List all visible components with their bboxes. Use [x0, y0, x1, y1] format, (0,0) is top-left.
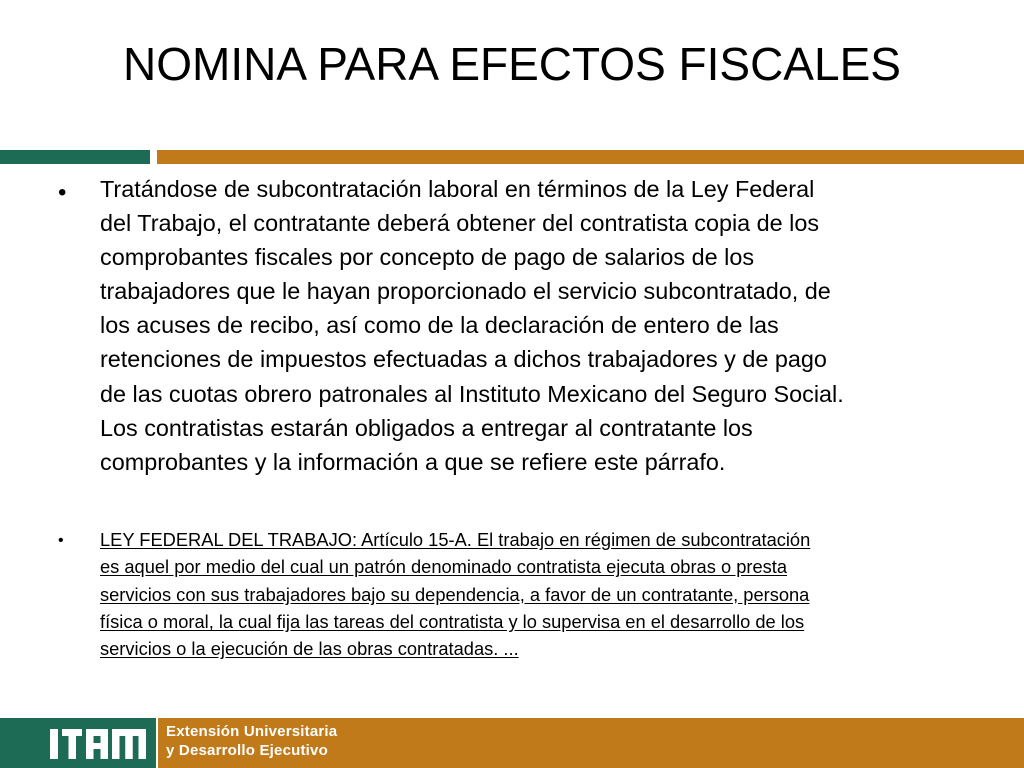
law-link-paragraph[interactable]	[100, 526, 1000, 662]
main-bullet-icon: •	[58, 179, 67, 206]
main-line: comprobantes y la información a que se refiere este párrafo.	[100, 448, 726, 475]
main-line: los acuses de recibo, así como de la declaración de entero de las	[100, 312, 779, 339]
main-line: Los contratistas estarán obligados a entregar al contratante los	[100, 414, 753, 441]
main-paragraph	[100, 172, 1012, 479]
itam-logo	[50, 726, 146, 762]
main-line: trabajadores que le hayan proporcionado el servicio subcontratado, de	[100, 278, 831, 305]
footer-caption	[166, 722, 337, 760]
main-line: del Trabajo, el contratante deberá obtener del contratista copia de los	[100, 210, 820, 237]
law-link-line[interactable]: física o moral, la cual fija las tareas del contratista y lo supervisa en el desarrollo de los	[100, 610, 805, 632]
header-rule-green	[0, 150, 150, 164]
main-line: comprobantes fiscales por concepto de pago de salarios de los	[100, 244, 755, 271]
footer-line-1: Extensión Universitaria	[166, 723, 338, 740]
footer-line-2: y Desarrollo Ejecutivo	[166, 742, 328, 759]
header-rule-orange	[157, 150, 1024, 164]
main-line: retenciones de impuestos efectuadas a dichos trabajadores y de pago	[100, 346, 827, 373]
law-link-line[interactable]: LEY FEDERAL DEL TRABAJO: Artículo 15-A. El trabajo en régimen de subcontratación	[100, 529, 811, 550]
main-line: Tratándose de subcontratación laboral en términos de la Ley Federal	[100, 176, 815, 202]
law-link-line[interactable]: servicios con sus trabajadores bajo su dependencia, a favor de un contratante, persona	[100, 583, 810, 605]
slide-title: NOMINA PARA EFECTOS FISCALES	[123, 38, 901, 90]
law-bullet-icon: •	[58, 532, 64, 549]
law-link-line[interactable]: es aquel por medio del cual un patrón denominado contratista ejecuta obras o presta	[100, 556, 788, 578]
main-line: de las cuotas obrero patronales al Instituto Mexicano del Seguro Social.	[100, 380, 844, 407]
law-link-line[interactable]: servicios o la ejecución de las obras contratadas. ...	[100, 638, 519, 660]
